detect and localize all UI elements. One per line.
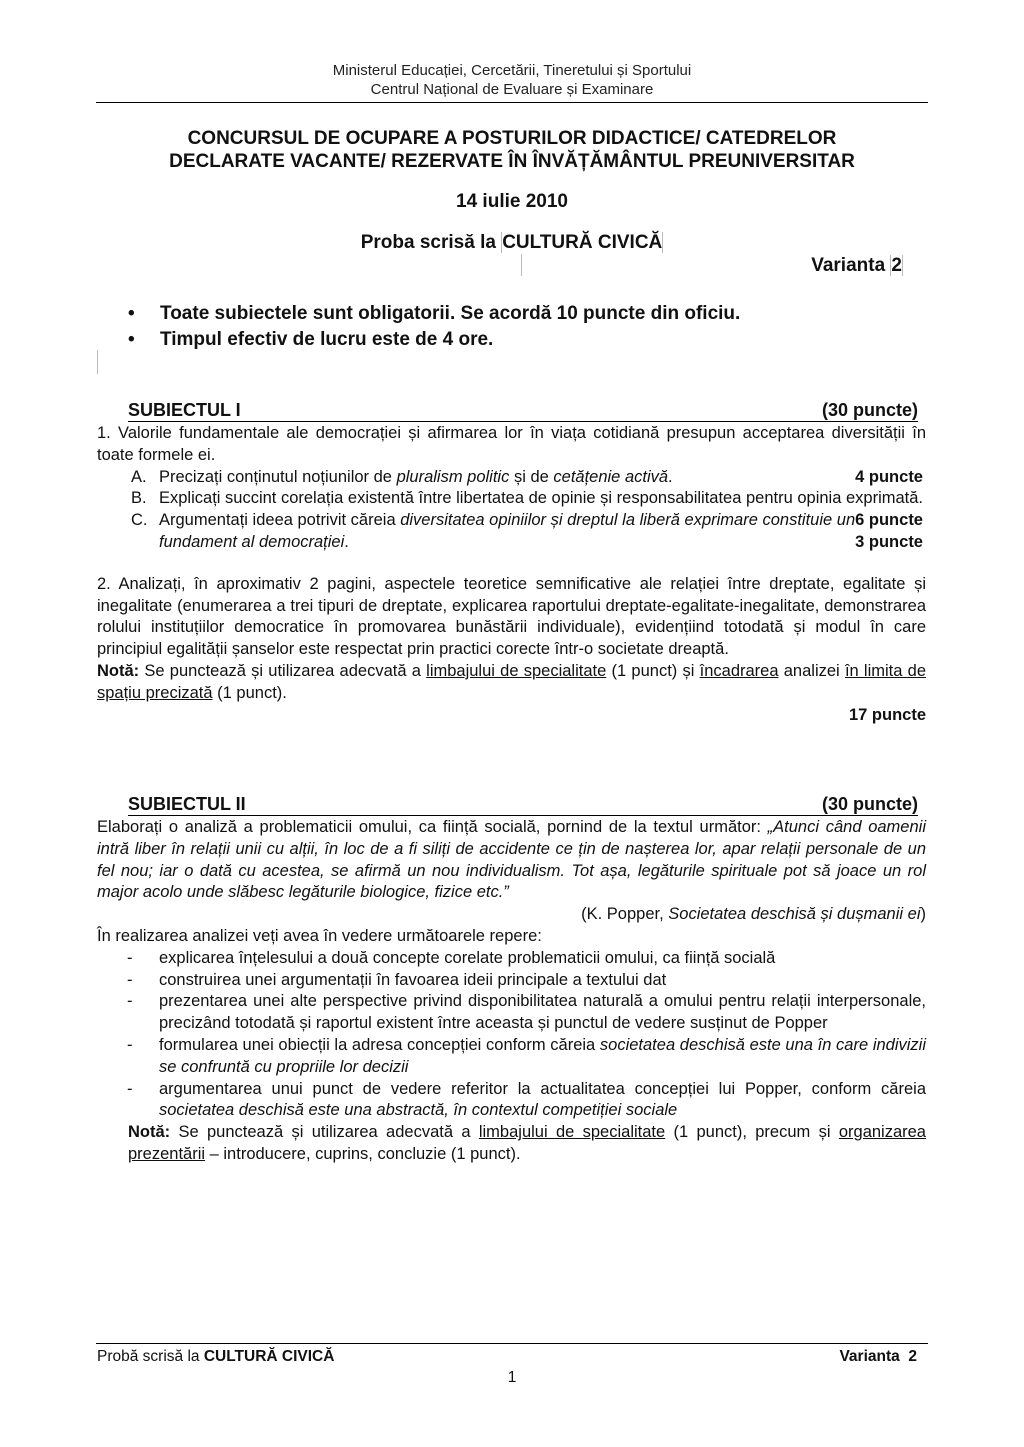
bullet-icon: •	[128, 329, 135, 350]
subject1-body	[97, 423, 926, 726]
header-rule	[96, 102, 928, 103]
requirements-lead: În realizarea analizei veți avea în vedere următoarele repere:	[97, 926, 542, 945]
variant-label: Varianta 2	[811, 255, 902, 276]
edit-mark	[97, 350, 98, 374]
instruction-item: • Timpul efectiv de lucru este de 4 ore.	[126, 327, 926, 353]
requirement-item: - explicarea înțelesului a două concepte corelate problematicii omului, ca ființă socială	[127, 948, 776, 967]
requirement-item: - construirea unei argumentații în favoarea ideii principale a textului dat	[127, 970, 667, 989]
exam-name: Proba scrisă la CULTURĂ CIVICĂ	[360, 232, 663, 253]
ministry-name: Ministerul Educației, Cercetării, Tineretului și Sportului	[332, 62, 692, 79]
subject2-body	[97, 817, 926, 1166]
requirement-item: - formularea unei obiecții la adresa concepției conform căreia societatea deschisă este una în care indivizii se confruntă cu propriile lor decizii	[127, 1035, 927, 1076]
q2-points: 17 puncte	[848, 705, 926, 724]
exam-subject: CULTURĂ CIVICĂ	[502, 232, 663, 253]
subject2-note: Notă: Se punctează și utilizarea adecvată a limbajului de specialitate (1 punct), precum și organizarea prezentării – introducere, cuprins, concluzie (1 punct).	[128, 1123, 926, 1163]
subject2-heading: SUBIECTUL II (30 puncte)	[128, 794, 918, 814]
footer-variant: Varianta 2	[839, 1348, 917, 1365]
exam-date: 14 iulie 2010	[456, 191, 568, 212]
instructions-list	[126, 301, 926, 353]
requirement-item: - argumentarea unui punct de vedere referitor la actualitatea concepției lui Popper, conform căreia societatea deschisă este una abstractă, în contextul competiției sociale	[127, 1079, 926, 1120]
page-number: 1	[507, 1369, 517, 1386]
subject1-heading: SUBIECTUL I (30 puncte)	[128, 400, 918, 420]
q2-text: 2. Analizați, în aproximativ 2 pagini, aspectele teoretice semnificative ale relației între dreptate, egalitate și inegalitate (enumerarea a trei tipuri de dreptate, explicarea raportului dreptate-egalitate-inegalitate, demonstrarea rolului instituțiilor democratice în promovarea bunăstării individuale), evidențiind totodată și modul în care principiul egalității șanselor este respectat prin practici corecte într-o societate dreaptă.	[97, 574, 926, 659]
instruction-item: • Toate subiectele sunt obligatorii. Se acordă 10 puncte din oficiu.	[126, 301, 926, 327]
footer-exam: Probă scrisă la CULTURĂ CIVICĂ	[97, 1348, 335, 1365]
footer-rule	[96, 1343, 928, 1344]
quote-source: (K. Popper, Societatea deschisă și dușmanii ei)	[581, 905, 926, 924]
q1-item-a: A. 4 puncte Precizați conținutul noțiunilor de pluralism politic și de cetățenie activă.	[131, 467, 923, 486]
title-line-1: CONCURSUL DE OCUPARE A POSTURILOR DIDACTICE/ CATEDRELOR	[187, 128, 837, 149]
bullet-icon: •	[128, 303, 135, 324]
q1-item-c: C. Argumentați ideea potrivit căreia diversitatea opiniilor și dreptul la liberă exprimare constituie un fundament al democrației. 3 puncte	[131, 511, 923, 551]
subject2-intro: Elaborați o analiză a problematicii omului, ca ființă socială, pornind de la textul următor: „Atunci când oamenii intră liber în relații unii cu alții, în loc de a fi siliți de accidente ce țin de nașterea lor, apar relații personale de un fel nou; iar o dată cu acestea, se afirmă un nou individualism. Tot așa, legăturile spirituale pot să joace un rol major acolo unde slăbesc legăturile biologice, fizice etc.”	[97, 818, 926, 902]
center-name: Centrul Național de Evaluare și Examinare	[370, 81, 654, 98]
title-line-2: DECLARATE VACANTE/ REZERVATE ÎN ÎNVĂȚĂMÂNTUL PREUNIVERSITAR	[169, 151, 855, 172]
edit-mark	[521, 254, 522, 276]
q1-item-b: B. Explicați succint corelația existentă între libertatea de opinie și responsabilitatea pentru opinia exprimată. 6 puncte	[131, 489, 924, 530]
q1-intro: 1. Valorile fundamentale ale democrației și afirmarea lor în viața cotidiană presupun acceptarea diversității în toate formele ei.	[97, 424, 926, 464]
requirement-item: - prezentarea unei alte perspective privind disponibilitatea naturală a omului pentru relații interpersonale, precizând totodată și raportul existent între aceasta și punctul de vedere susținut de Popper	[127, 992, 926, 1033]
popper-quote: „Atunci când oamenii intră liber în relații unii cu alții, în loc de a fi siliți de accidente ce țin de nașterea lor, apar relații personale de un fel nou; iar o dată cu acestea, se afirmă un nou individualism. Tot așa, legăturile spirituale pot să joace un rol major acolo unde slăbesc legăturile biologice, fizice etc.”	[97, 818, 926, 902]
q2-note: Notă: Se punctează și utilizarea adecvată a limbajului de specialitate (1 punct) și încadrarea analizei în limita de spațiu precizată (1 punct).	[97, 661, 926, 702]
